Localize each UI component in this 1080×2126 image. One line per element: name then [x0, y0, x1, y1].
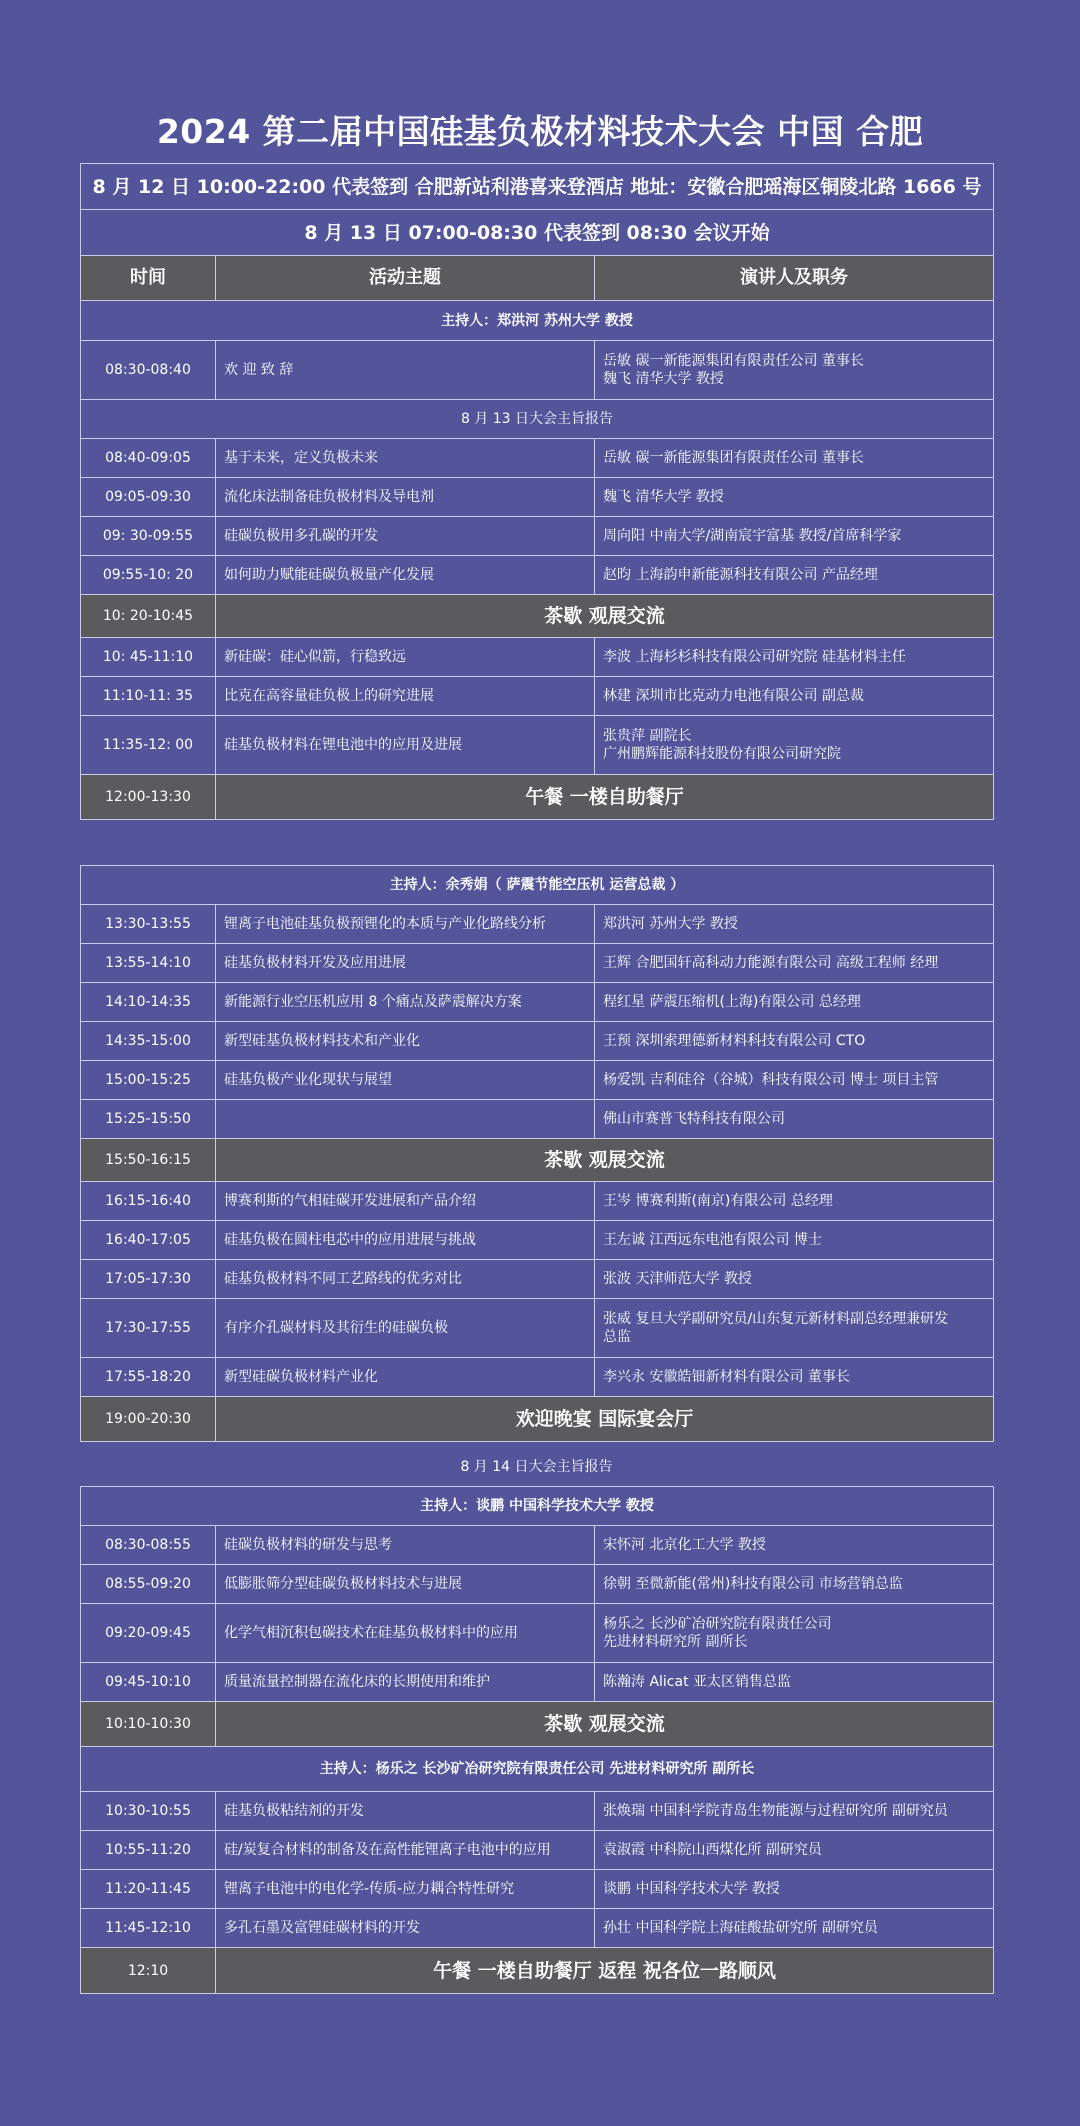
table-row — [81, 1604, 994, 1663]
speaker-line: 张贵萍 副院长 — [603, 728, 692, 744]
session-speaker: 袁淑霞 中科院山西煤化所 副研究员 — [595, 1831, 994, 1870]
session-speaker: 杨爱凯 吉利硅谷（谷城）科技有限公司 博士 项目主管 — [595, 1061, 994, 1100]
session-speaker — [595, 1604, 994, 1663]
session-topic: 基于未来，定义负极未来 — [216, 439, 595, 478]
table-row — [81, 478, 994, 517]
session-topic: 锂离子电池中的电化学-传质-应力耦合特性研究 — [216, 1870, 595, 1909]
table-row — [81, 1663, 994, 1702]
session-topic: 新型硅基负极材料技术和产业化 — [216, 1022, 595, 1061]
session-speaker: 程红星 萨震压缩机(上海)有限公司 总经理 — [595, 983, 994, 1022]
page-title: 2024 第二届中国硅基负极材料技术大会 中国 合肥 — [156, 112, 924, 151]
session-topic: 新能源行业空压机应用 8 个痛点及萨震解决方案 — [216, 983, 595, 1022]
session-time: 17:05-17:30 — [81, 1260, 216, 1299]
column-header-time: 时间 — [81, 256, 216, 301]
session-topic: 硅碳负极用多孔碳的开发 — [216, 517, 595, 556]
session-time: 08:30-08:40 — [81, 341, 216, 400]
session-speaker: 张焕瑞 中国科学院青岛生物能源与过程研究所 副研究员 — [595, 1792, 994, 1831]
session-time: 10:55-11:20 — [81, 1831, 216, 1870]
host-label: 主持人：郑洪河 苏州大学 教授 — [81, 301, 994, 341]
speaker-line: 总监 — [603, 1329, 631, 1345]
session-topic: 低膨胀筛分型硅碳负极材料技术与进展 — [216, 1565, 595, 1604]
session-time: 10: 20-10:45 — [81, 595, 216, 638]
session-time: 09:20-09:45 — [81, 1604, 216, 1663]
speaker-line: 杨乐之 长沙矿冶研究院有限责任公司 — [603, 1616, 832, 1632]
session-time: 10: 45-11:10 — [81, 638, 216, 677]
speaker-line: 魏飞 清华大学 教授 — [603, 371, 724, 387]
session-speaker — [595, 341, 994, 400]
session-time: 08:30-08:55 — [81, 1526, 216, 1565]
table-row — [81, 1358, 994, 1397]
table-row — [81, 944, 994, 983]
session-speaker: 郑洪河 苏州大学 教授 — [595, 905, 994, 944]
session-time: 16:15-16:40 — [81, 1182, 216, 1221]
session-speaker: 魏飞 清华大学 教授 — [595, 478, 994, 517]
table-row — [81, 1061, 994, 1100]
schedule-table-day2 — [80, 1486, 994, 1994]
session-time: 09:55-10: 20 — [81, 556, 216, 595]
session-time: 17:55-18:20 — [81, 1358, 216, 1397]
speaker-line: 张威 复旦大学副研究员/山东复元新材料副总经理兼研发 — [603, 1311, 949, 1327]
final-lunch-row — [81, 1948, 994, 1994]
lunch-row — [81, 775, 994, 820]
session-topic: 硅基负极粘结剂的开发 — [216, 1792, 595, 1831]
session-speaker: 谈鹏 中国科学技术大学 教授 — [595, 1870, 994, 1909]
session-topic: 新硅碳：硅心似箭，行稳致远 — [216, 638, 595, 677]
session-time: 14:10-14:35 — [81, 983, 216, 1022]
session-speaker: 王左诚 江西远东电池有限公司 博士 — [595, 1221, 994, 1260]
session-time: 11:10-11: 35 — [81, 677, 216, 716]
table-row — [81, 556, 994, 595]
table-row — [81, 1909, 994, 1948]
session-topic: 流化床法制备硅负极材料及导电剂 — [216, 478, 595, 517]
session-topic: 如何助力赋能硅碳负极量产化发展 — [216, 556, 595, 595]
day2-keynote-label: 8 月 14 日大会主旨报告 — [460, 1459, 613, 1475]
session-speaker: 徐朝 至微新能(常州)科技有限公司 市场营销总监 — [595, 1565, 994, 1604]
table-row — [81, 983, 994, 1022]
session-time: 11:45-12:10 — [81, 1909, 216, 1948]
table-row — [81, 439, 994, 478]
tea-break-row — [81, 1702, 994, 1747]
session-time: 15:00-15:25 — [81, 1061, 216, 1100]
session-time: 12:00-13:30 — [81, 775, 216, 820]
column-header-speaker: 演讲人及职务 — [595, 256, 994, 301]
table-row — [81, 1565, 994, 1604]
session-time: 10:30-10:55 — [81, 1792, 216, 1831]
speaker-line: 先进材料研究所 副所长 — [603, 1634, 748, 1650]
table-row — [81, 1260, 994, 1299]
table-row — [81, 1100, 994, 1139]
session-time: 19:00-20:30 — [81, 1397, 216, 1442]
event-label: 茶歇 观展交流 — [216, 595, 994, 638]
session-topic: 多孔石墨及富锂硅碳材料的开发 — [216, 1909, 595, 1948]
session-speaker: 李波 上海杉杉科技有限公司研究院 硅基材料主任 — [595, 638, 994, 677]
session-topic: 硅/炭复合材料的制备及在高性能锂离子电池中的应用 — [216, 1831, 595, 1870]
session-speaker: 周向阳 中南大学/湖南宸宇富基 教授/首席科学家 — [595, 517, 994, 556]
session-speaker: 王预 深圳索理德新材料科技有限公司 CTO — [595, 1022, 994, 1061]
session-topic — [216, 1100, 595, 1139]
session-time: 11:20-11:45 — [81, 1870, 216, 1909]
session-time: 15:25-15:50 — [81, 1100, 216, 1139]
session-topic: 化学气相沉积包碳技术在硅基负极材料中的应用 — [216, 1604, 595, 1663]
table-row — [81, 517, 994, 556]
session-speaker: 李兴永 安徽皓钿新材料有限公司 董事长 — [595, 1358, 994, 1397]
session-speaker: 王岑 博赛利斯(南京)有限公司 总经理 — [595, 1182, 994, 1221]
table-row — [81, 341, 994, 400]
host-label: 主持人：余秀娟（ 萨震节能空压机 运营总裁 ） — [81, 866, 994, 905]
table-row — [81, 1022, 994, 1061]
session-time: 09: 30-09:55 — [81, 517, 216, 556]
session-topic: 新型硅碳负极材料产业化 — [216, 1358, 595, 1397]
session-topic: 硅基负极材料不同工艺路线的优劣对比 — [216, 1260, 595, 1299]
tea-break-row — [81, 595, 994, 638]
table-row — [81, 1221, 994, 1260]
session-time: 17:30-17:55 — [81, 1299, 216, 1358]
session-speaker: 孙壮 中国科学院上海硅酸盐研究所 副研究员 — [595, 1909, 994, 1948]
session-speaker — [595, 716, 994, 775]
session-time: 15:50-16:15 — [81, 1139, 216, 1182]
session-topic: 有序介孔碳材料及其衍生的硅碳负极 — [216, 1299, 595, 1358]
table-row — [81, 1526, 994, 1565]
event-label: 茶歇 观展交流 — [216, 1702, 994, 1747]
event-label: 欢迎晚宴 国际宴会厅 — [216, 1397, 994, 1442]
session-speaker: 岳敏 碳一新能源集团有限责任公司 董事长 — [595, 439, 994, 478]
table-row — [81, 1182, 994, 1221]
schedule-table-day1-afternoon — [80, 865, 994, 1442]
event-label: 午餐 一楼自助餐厅 — [216, 775, 994, 820]
session-topic: 硅碳负极材料的研发与思考 — [216, 1526, 595, 1565]
table-row — [81, 677, 994, 716]
table-row — [81, 716, 994, 775]
speaker-line: 岳敏 碳一新能源集团有限责任公司 董事长 — [603, 353, 864, 369]
session-speaker: 佛山市赛普飞特科技有限公司 — [595, 1100, 994, 1139]
schedule-table-day1-morning — [80, 163, 994, 820]
session-speaker: 陈瀚涛 Alicat 亚太区销售总监 — [595, 1663, 994, 1702]
table-row — [81, 1870, 994, 1909]
table-row — [81, 905, 994, 944]
session-time: 09:05-09:30 — [81, 478, 216, 517]
session-topic: 欢 迎 致 辞 — [216, 341, 595, 400]
session-speaker: 赵昀 上海韵申新能源科技有限公司 产品经理 — [595, 556, 994, 595]
table-row — [81, 638, 994, 677]
session-topic: 质量流量控制器在流化床的长期使用和维护 — [216, 1663, 595, 1702]
meeting-start-info-line: 8 月 13 日 07:00-08:30 代表签到 08:30 会议开始 — [81, 210, 994, 256]
session-speaker: 宋怀河 北京化工大学 教授 — [595, 1526, 994, 1565]
session-time: 14:35-15:00 — [81, 1022, 216, 1061]
event-label: 茶歇 观展交流 — [216, 1139, 994, 1182]
session-topic: 硅基负极材料开发及应用进展 — [216, 944, 595, 983]
event-label: 午餐 一楼自助餐厅 返程 祝各位一路顺风 — [216, 1948, 994, 1994]
tea-break-row — [81, 1139, 994, 1182]
column-header-row — [81, 256, 994, 301]
host-label: 主持人：谈鹏 中国科学技术大学 教授 — [81, 1487, 994, 1526]
session-speaker: 林建 深圳市比克动力电池有限公司 副总裁 — [595, 677, 994, 716]
session-topic: 比克在高容量硅负极上的研究进展 — [216, 677, 595, 716]
table-row — [81, 1792, 994, 1831]
table-row — [81, 1831, 994, 1870]
session-time: 10:10-10:30 — [81, 1702, 216, 1747]
session-topic: 硅基负极在圆柱电芯中的应用进展与挑战 — [216, 1221, 595, 1260]
session-topic: 硅基负极材料在锂电池中的应用及进展 — [216, 716, 595, 775]
session-topic: 锂离子电池硅基负极预锂化的本质与产业化路线分析 — [216, 905, 595, 944]
session-speaker: 张波 天津师范大学 教授 — [595, 1260, 994, 1299]
session-time: 16:40-17:05 — [81, 1221, 216, 1260]
column-header-topic: 活动主题 — [216, 256, 595, 301]
table-row — [81, 1299, 994, 1358]
keynote-section-label: 8 月 13 日大会主旨报告 — [81, 400, 994, 439]
session-time: 13:30-13:55 — [81, 905, 216, 944]
registration-info-line: 8 月 12 日 10:00-22:00 代表签到 合肥新站利港喜来登酒店 地址：安徽合肥瑶海区铜陵北路 1666 号 — [81, 164, 994, 210]
session-time: 08:55-09:20 — [81, 1565, 216, 1604]
session-topic: 硅基负极产业化现状与展望 — [216, 1061, 595, 1100]
session-time: 12:10 — [81, 1948, 216, 1994]
session-speaker: 王辉 合肥国轩高科动力能源有限公司 高级工程师 经理 — [595, 944, 994, 983]
session-topic: 博赛利斯的气相硅碳开发进展和产品介绍 — [216, 1182, 595, 1221]
session-time: 11:35-12: 00 — [81, 716, 216, 775]
session-time: 09:45-10:10 — [81, 1663, 216, 1702]
session-time: 08:40-09:05 — [81, 439, 216, 478]
dinner-row — [81, 1397, 994, 1442]
speaker-line: 广州鹏辉能源科技股份有限公司研究院 — [603, 746, 841, 762]
session-speaker — [595, 1299, 994, 1358]
session-time: 13:55-14:10 — [81, 944, 216, 983]
host-label: 主持人：杨乐之 长沙矿冶研究院有限责任公司 先进材料研究所 副所长 — [81, 1747, 994, 1792]
